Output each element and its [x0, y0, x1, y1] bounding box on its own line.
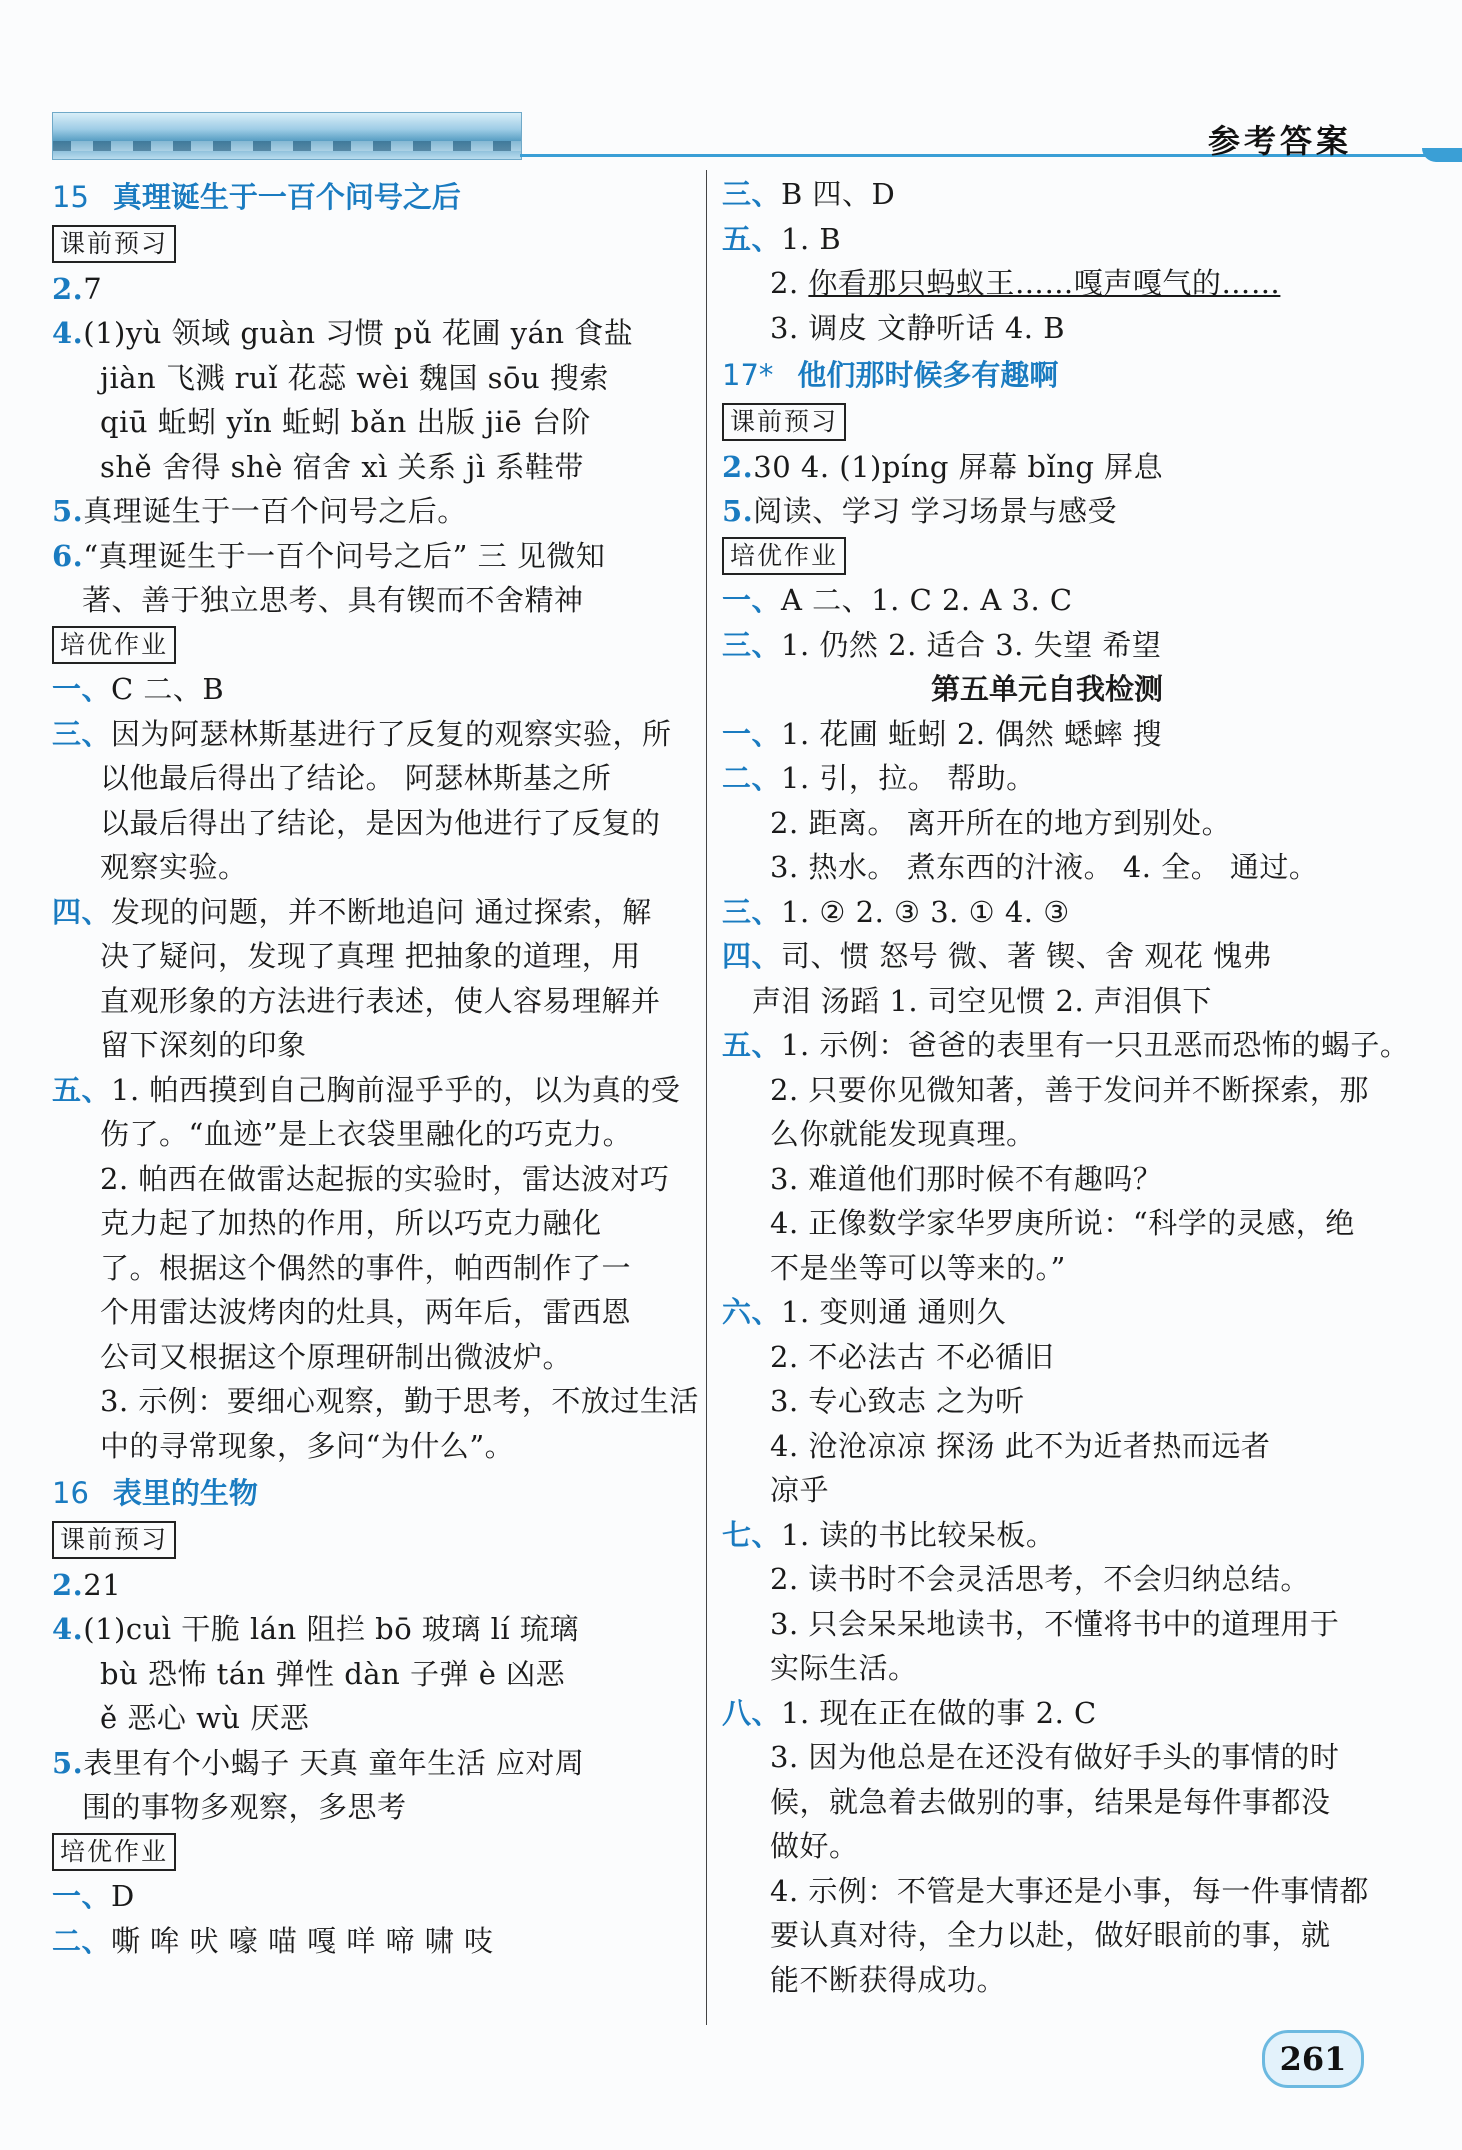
answer-text: 2. 帕西在做雷达起振的实验时，雷达波对巧: [100, 1161, 670, 1196]
right-column: [722, 172, 1410, 2002]
answer-text: (1)cuì 干脆 lán 阻拦 bō 玻璃 lí 琉璃: [83, 1612, 579, 1646]
question-number: 六、: [722, 1295, 782, 1329]
answer-text: 观察实验。: [100, 850, 248, 884]
answer-line: [52, 534, 700, 579]
answer-text: 4. 正像数学家华罗庚所说：“科学的灵感，绝: [770, 1206, 1355, 1240]
answer-text: 个用雷达波烤肉的灶具，两年后，雷西恩: [100, 1295, 632, 1329]
answer-line: [52, 1607, 700, 1652]
underlined-answer: 你看那只蚂蚁王……嘎声嘎气的……: [808, 266, 1281, 300]
banner-landscape: [53, 141, 521, 151]
answer-line: [722, 1913, 1372, 1958]
answer-line: [52, 1335, 700, 1380]
answer-text: 3. 示例：要细心观察，勤于思考，不放过生活: [100, 1384, 699, 1418]
answer-line: [52, 1023, 700, 1068]
answer-line: [52, 489, 700, 534]
answer-line: [52, 1157, 700, 1202]
answer-line: [722, 1290, 1372, 1335]
answer-text: 2. 读书时不会灵活思考，不会归纳总结。: [770, 1562, 1310, 1596]
answer-line: [722, 1424, 1372, 1469]
subsection-label: 课前预习: [722, 403, 846, 441]
answer-line: [722, 1157, 1372, 1202]
answer-text: 21: [83, 1567, 122, 1602]
answer-line: [722, 1068, 1372, 1113]
answer-line: [722, 1869, 1372, 1914]
subsection-label-row: [52, 1518, 700, 1563]
answer-line: [722, 712, 1372, 757]
answer-text: 30 4. (1)píng 屏幕 bǐng 屏息: [753, 449, 1164, 484]
answer-line: [722, 306, 1372, 351]
answer-text: 阅读、学习 学习场景与感受: [753, 494, 1118, 528]
answer-line: [722, 756, 1372, 801]
answer-text: 4. 示例：不管是大事还是小事，每一件事情都: [770, 1873, 1369, 1908]
answer-line: [722, 172, 1372, 217]
answer-line: [722, 1557, 1372, 1602]
question-number: 一、: [722, 583, 782, 617]
answer-text: 决了疑问，发现了真理 把抽象的道理，用: [100, 939, 641, 973]
answer-line: [52, 845, 700, 890]
answer-text: B 四、D: [781, 177, 896, 211]
question-number: 一、: [52, 1879, 112, 1913]
answer-text: ě 恶心 wù 厌恶: [100, 1701, 310, 1735]
page-number: 261: [1279, 2040, 1347, 2078]
answer-line: [722, 578, 1372, 623]
question-number: 2.: [52, 1567, 84, 1602]
answer-text: 能不断获得成功。: [770, 1962, 1007, 1997]
subsection-label: 培优作业: [722, 537, 846, 575]
answer-text: 司、惯 怒号 微、著 锲、舍 观花 愧弗: [781, 939, 1273, 973]
answer-text: 2.: [770, 266, 809, 300]
section-number: 17*: [722, 358, 774, 392]
answer-line: [722, 934, 1372, 979]
answer-line: [52, 1741, 700, 1786]
answer-text: 候，就急着去做别的事，结果是每件事都没: [770, 1784, 1331, 1819]
answer-line: [722, 1379, 1372, 1424]
answer-line: [52, 890, 700, 935]
answer-text: 直观形象的方法进行表述，使人容易理解并: [100, 983, 661, 1018]
answer-text: 3. 热水。 煮东西的汁液。 4. 全。 通过。: [770, 850, 1319, 884]
question-number: 6.: [52, 538, 84, 573]
question-number: 一、: [722, 716, 782, 751]
answer-text: 发现的问题，并不断地追问 通过探索，解: [111, 894, 652, 929]
answer-line: [52, 1696, 700, 1741]
subsection-label-row: [52, 1830, 700, 1875]
answer-text: 4. 沧沧凉凉 探汤 此不为近者热而远者: [770, 1428, 1271, 1463]
question-number: 八、: [722, 1695, 782, 1730]
question-number: 四、: [52, 894, 112, 929]
subsection-label-row: [52, 222, 700, 267]
answer-line: [722, 1023, 1410, 1068]
answer-text: 真理诞生于一百个问号之后。: [83, 494, 467, 528]
answer-line: [52, 1785, 700, 1830]
answer-line: [722, 445, 1372, 490]
section-title: [52, 1468, 700, 1518]
answer-text: 著、善于独立思考、具有锲而不舍精神: [82, 583, 584, 617]
question-number: 五、: [52, 1072, 112, 1107]
answer-text: 2. 距离。 离开所在的地方到别处。: [770, 805, 1232, 840]
question-number: 三、: [722, 894, 782, 929]
answer-line: [52, 1652, 700, 1697]
answer-line: [52, 1246, 700, 1291]
answer-text: 1. 帕西摸到自己胸前湿乎乎的，以为真的受: [111, 1072, 681, 1107]
answer-text: 2. 不必法古 不必循旧: [770, 1339, 1055, 1374]
header-banner-image: [52, 112, 522, 160]
answer-line: [52, 1919, 700, 1964]
answer-text: 不是坐等可以等来的。”: [770, 1250, 1066, 1285]
answer-line: [52, 578, 700, 623]
question-number: 三、: [722, 177, 782, 211]
answer-text: 公司又根据这个原理研制出微波炉。: [100, 1339, 573, 1374]
answer-text: 1. B: [781, 221, 842, 256]
subsection-label: 课前预习: [52, 1521, 176, 1559]
answer-line: [722, 261, 1372, 306]
answer-text: 3. 因为他总是在还没有做好手头的事情的时: [770, 1740, 1340, 1774]
answer-line: [722, 845, 1372, 890]
answer-line: [722, 1112, 1372, 1157]
answer-text: 中的寻常现象，多问“为什么”。: [100, 1428, 515, 1463]
answer-text: 伤了。“血迹”是上衣袋里融化的巧克力。: [100, 1117, 633, 1151]
answer-line: [722, 1646, 1372, 1691]
subsection-label-row: [52, 623, 700, 668]
page-number-badge: [1262, 2030, 1364, 2088]
question-number: 二、: [722, 761, 782, 795]
answer-text: 了。根据这个偶然的事件，帕西制作了一: [100, 1250, 632, 1285]
answer-text: “真理诞生于一百个问号之后” 三 见微知: [83, 538, 606, 573]
question-number: 二、: [52, 1923, 112, 1958]
answer-text: 1. 仍然 2. 适合 3. 失望 希望: [781, 627, 1162, 662]
answer-line: [52, 1201, 700, 1246]
answer-line: [722, 801, 1372, 846]
answer-line: [52, 1379, 700, 1424]
answer-text: C 二、B: [111, 672, 225, 706]
unit-test-title: 第五单元自我检测: [930, 672, 1163, 706]
answer-line: [722, 1780, 1372, 1825]
answer-line: [722, 623, 1372, 668]
answer-line: [52, 445, 700, 490]
answer-line: [52, 801, 700, 846]
answer-text: 么你就能发现真理。: [770, 1117, 1036, 1151]
question-number: 一、: [52, 672, 112, 706]
answer-text: 以最后得出了结论，是因为他进行了反复的: [100, 805, 661, 840]
answer-line: [52, 400, 700, 445]
answer-text: shě 舍得 shè 宿舍 xì 关系 jì 系鞋带: [100, 449, 584, 484]
answer-line: [722, 979, 1372, 1024]
section-title-text: 真理诞生于一百个问号之后: [112, 180, 461, 214]
question-number: 五、: [722, 1028, 782, 1062]
answer-line: [52, 311, 700, 356]
answer-line: [52, 712, 700, 757]
answer-text: A 二、1. C 2. A 3. C: [781, 583, 1073, 617]
answer-text: 围的事物多观察，多思考: [82, 1790, 407, 1824]
answer-text: jiàn 飞溅 ruǐ 花蕊 wèi 魏国 sōu 搜索: [100, 360, 609, 395]
subsection-label: 课前预习: [52, 225, 176, 263]
question-number: 三、: [722, 627, 782, 662]
answer-line: [722, 489, 1372, 534]
header-rule-tip: [1422, 148, 1462, 162]
answer-line: [722, 1602, 1372, 1647]
answer-text: 1. 变则通 通则久: [781, 1295, 1007, 1329]
answer-line: [722, 1958, 1372, 2003]
question-number: 2.: [52, 271, 84, 306]
question-number: 5.: [52, 1745, 84, 1780]
answer-text: 1. 花圃 蚯蚓 2. 偶然 蟋蟀 搜: [781, 716, 1163, 751]
answer-text: 1. 引，拉。 帮助。: [781, 761, 1036, 795]
section-title-text: 表里的生物: [112, 1476, 258, 1510]
answer-line: [722, 890, 1372, 935]
question-number: 三、: [52, 716, 112, 751]
answer-line: [722, 1824, 1372, 1869]
question-number: 七、: [722, 1517, 782, 1552]
answer-text: 做好。: [770, 1829, 859, 1863]
answer-text: (1)yù 领域 guàn 习惯 pǔ 花圃 yán 食盐: [83, 316, 634, 350]
answer-line: [52, 1874, 700, 1919]
question-number: 五、: [722, 221, 782, 256]
answer-text: 1. 示例：爸爸的表里有一只丑恶而恐怖的蝎子。: [781, 1028, 1410, 1062]
answer-line: [722, 1735, 1372, 1780]
column-divider: [706, 170, 707, 2025]
answer-text: 凉乎: [770, 1473, 830, 1507]
answer-text: 实际生活。: [770, 1651, 918, 1685]
answer-text: 声泪 汤蹈 1. 司空见惯 2. 声泪俱下: [752, 983, 1212, 1018]
answer-text: 嘶 哞 吠 嚎 喵 嘎 咩 啼 啸 吱: [111, 1923, 494, 1958]
answer-line: [52, 1563, 700, 1608]
answer-text: D: [111, 1879, 135, 1913]
section-number: 15: [52, 180, 89, 214]
answer-line: [722, 1335, 1372, 1380]
answer-line: [722, 1691, 1372, 1736]
subsection-label-row: [722, 534, 1372, 579]
answer-line: [52, 1290, 700, 1335]
question-number: 四、: [722, 939, 782, 973]
subsection-label: 培优作业: [52, 626, 176, 664]
answer-line: [52, 1424, 700, 1469]
answer-line: [722, 1246, 1372, 1291]
answer-text: 以他最后得出了结论。 阿瑟林斯基之所: [100, 761, 612, 795]
answer-text: qiū 蚯蚓 yǐn 蚯蚓 bǎn 出版 jiē 台阶: [100, 405, 591, 439]
answer-text: bù 恐怖 tán 弹性 dàn 子弹 è 凶恶: [100, 1656, 566, 1691]
answer-text: 因为阿瑟林斯基进行了反复的观察实验，所: [111, 716, 672, 751]
page-header-title: 参考答案: [1207, 122, 1352, 160]
answer-text: 1. 读的书比较呆板。: [781, 1517, 1056, 1552]
answer-text: 要认真对待，全力以赴，做好眼前的事，就: [770, 1918, 1331, 1952]
section-number: 16: [52, 1476, 89, 1510]
question-number: 4.: [52, 316, 84, 350]
answer-line: [52, 979, 700, 1024]
answer-text: 1. 现在正在做的事 2. C: [781, 1695, 1097, 1730]
answer-line: [52, 934, 700, 979]
question-number: 5.: [52, 494, 84, 528]
answer-text: 3. 调皮 文静听话 4. B: [770, 310, 1066, 345]
answer-line: [52, 667, 700, 712]
answer-text: 2. 只要你见微知著，善于发问并不断探索，那: [770, 1072, 1369, 1107]
question-number: 2.: [722, 449, 754, 484]
answer-text: 克力起了加热的作用，所以巧克力融化: [100, 1206, 602, 1240]
answer-text: 3. 难道他们那时候不有趣吗？: [770, 1161, 1163, 1196]
answer-line: [52, 267, 700, 312]
answer-line: [722, 1468, 1372, 1513]
subsection-label-row: [722, 400, 1372, 445]
answer-text: 3. 专心致志 之为听: [770, 1384, 1025, 1418]
answer-text: 3. 只会呆呆地读书，不懂将书中的道理用于: [770, 1606, 1340, 1641]
answer-line: [722, 1513, 1372, 1558]
answer-text: 留下深刻的印象: [100, 1028, 307, 1062]
subsection-label: 培优作业: [52, 1833, 176, 1871]
answer-line: [52, 756, 700, 801]
section-title-text: 他们那时候多有趣啊: [797, 358, 1059, 392]
answer-line: [722, 1201, 1372, 1246]
left-column: [52, 172, 700, 1963]
question-number: 4.: [52, 1612, 84, 1646]
section-title: [52, 172, 700, 222]
answer-line: [52, 356, 700, 401]
question-number: 5.: [722, 494, 754, 528]
answer-text: 7: [83, 271, 103, 306]
answer-line: [52, 1068, 700, 1113]
answer-text: 1. ② 2. ③ 3. ① 4. ③: [781, 894, 1070, 929]
section-title: [722, 350, 1372, 400]
answer-text: 表里有个小蝎子 天真 童年生活 应对周: [83, 1745, 585, 1780]
answer-line: [52, 1112, 700, 1157]
answer-line: [722, 217, 1372, 262]
